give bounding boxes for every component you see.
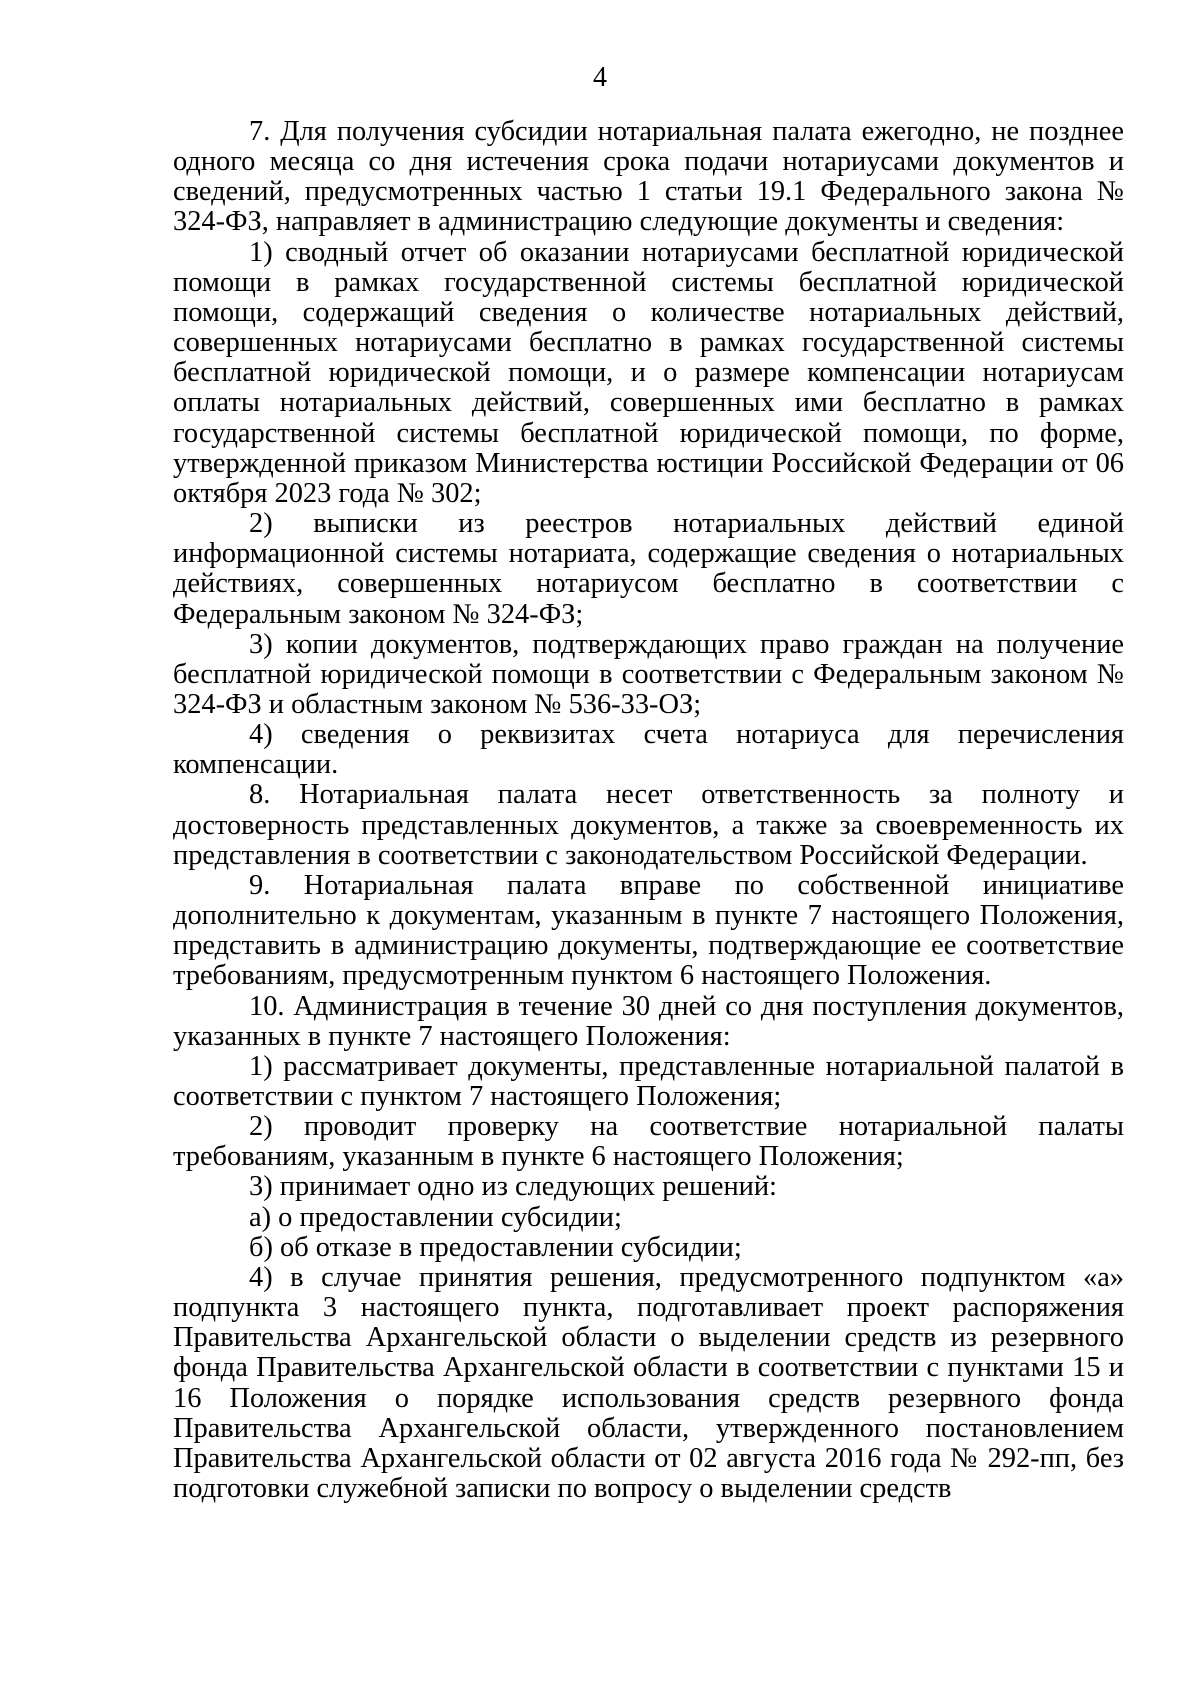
subitem-10-4: 4) в случае принятия решения, предусмотренного подпунктом «а» подпункта 3 настоящего пункта, подготавливает проект распоряжения Правительства Архангельской области о выделении средств из резервного фонда Правительства Архангельской области в соответствии с пунктами 15 и 16 Положения о порядке использования средств резервного фонда Правительства Архангельской области, утвержденного постановлением Правительства Архангельской области от 02 августа 2016 года № 292-пп, без подготовки служебной записки по вопросу о выделении средств bbox=[173, 1261, 1124, 1505]
subitem-7-4: 4) сведения о реквизитах счета нотариуса для перечисления компенсации. bbox=[173, 719, 1124, 781]
subitem-7-3: 3) копии документов, подтверждающих право граждан на получение бесплатной юридической помощи в соответствии с Федеральным законом № 324-ФЗ и областным законом № 536-33-ОЗ; bbox=[173, 628, 1124, 720]
subitem-10-3: 3) принимает одно из следующих решений: bbox=[249, 1171, 777, 1203]
subitem-10-2: 2) проводит проверку на соответствие нотариальной палаты требованиям, указанным в пункте 6 настоящего Положения; bbox=[173, 1111, 1124, 1173]
paragraph-item-8: 8. Нотариальная палата несет ответственность за полноту и достоверность представленных документов, а также за своевременность их представления в соответствии с законодательством Российской Федерации. bbox=[173, 779, 1124, 871]
paragraph-item-9: 9. Нотариальная палата вправе по собственной инициативе дополнительно к документам, указанным в пункте 7 настоящего Положения, представить в администрацию документы, подтверждающие ее соответствие требованиям, предусмотренным пунктом 6 настоящего Положения. bbox=[173, 869, 1124, 992]
subitem-10-3-a: а) о предоставлении субсидии; bbox=[249, 1201, 622, 1233]
subitem-7-1: 1) сводный отчет об оказании нотариусами бесплатной юридической помощи в рамках государственной системы бесплатной юридической помощи, содержащий сведения о количестве нотариальных действий, совершенных нотариусами бесплатно в рамках государственной системы бесплатной юридической помощи, и о размере компенсации нотариусам оплаты нотариальных действий, совершенных ими бесплатно в рамках государственной системы бесплатной юридической помощи, по форме, утвержденной приказом Министерства юстиции Российской Федерации от 06 октября 2023 года № 302; bbox=[173, 236, 1124, 509]
page-number: 4 bbox=[593, 62, 607, 93]
paragraph-item-7: 7. Для получения субсидии нотариальная палата ежегодно, не позднее одного месяца со дня истечения срока подачи нотариусами документов и сведений, предусмотренных частью 1 статьи 19.1 Федерального закона № 324-ФЗ, направляет в администрацию следующие документы и сведения: bbox=[173, 116, 1124, 238]
paragraph-item-10: 10. Администрация в течение 30 дней со дня поступления документов, указанных в пункте 7 настоящего Положения: bbox=[173, 990, 1124, 1052]
subitem-10-1: 1) рассматривает документы, представленные нотариальной палатой в соответствии с пунктом 7 настоящего Положения; bbox=[173, 1050, 1124, 1112]
subitem-10-3-b: б) об отказе в предоставлении субсидии; bbox=[249, 1231, 742, 1263]
subitem-7-2: 2) выписки из реестров нотариальных действий единой информационной системы нотариата, содержащие сведения о нотариальных действиях, совершенных нотариусом бесплатно в соответствии с Федеральным законом № 324-ФЗ; bbox=[173, 508, 1124, 630]
document-body bbox=[173, 117, 1124, 1504]
